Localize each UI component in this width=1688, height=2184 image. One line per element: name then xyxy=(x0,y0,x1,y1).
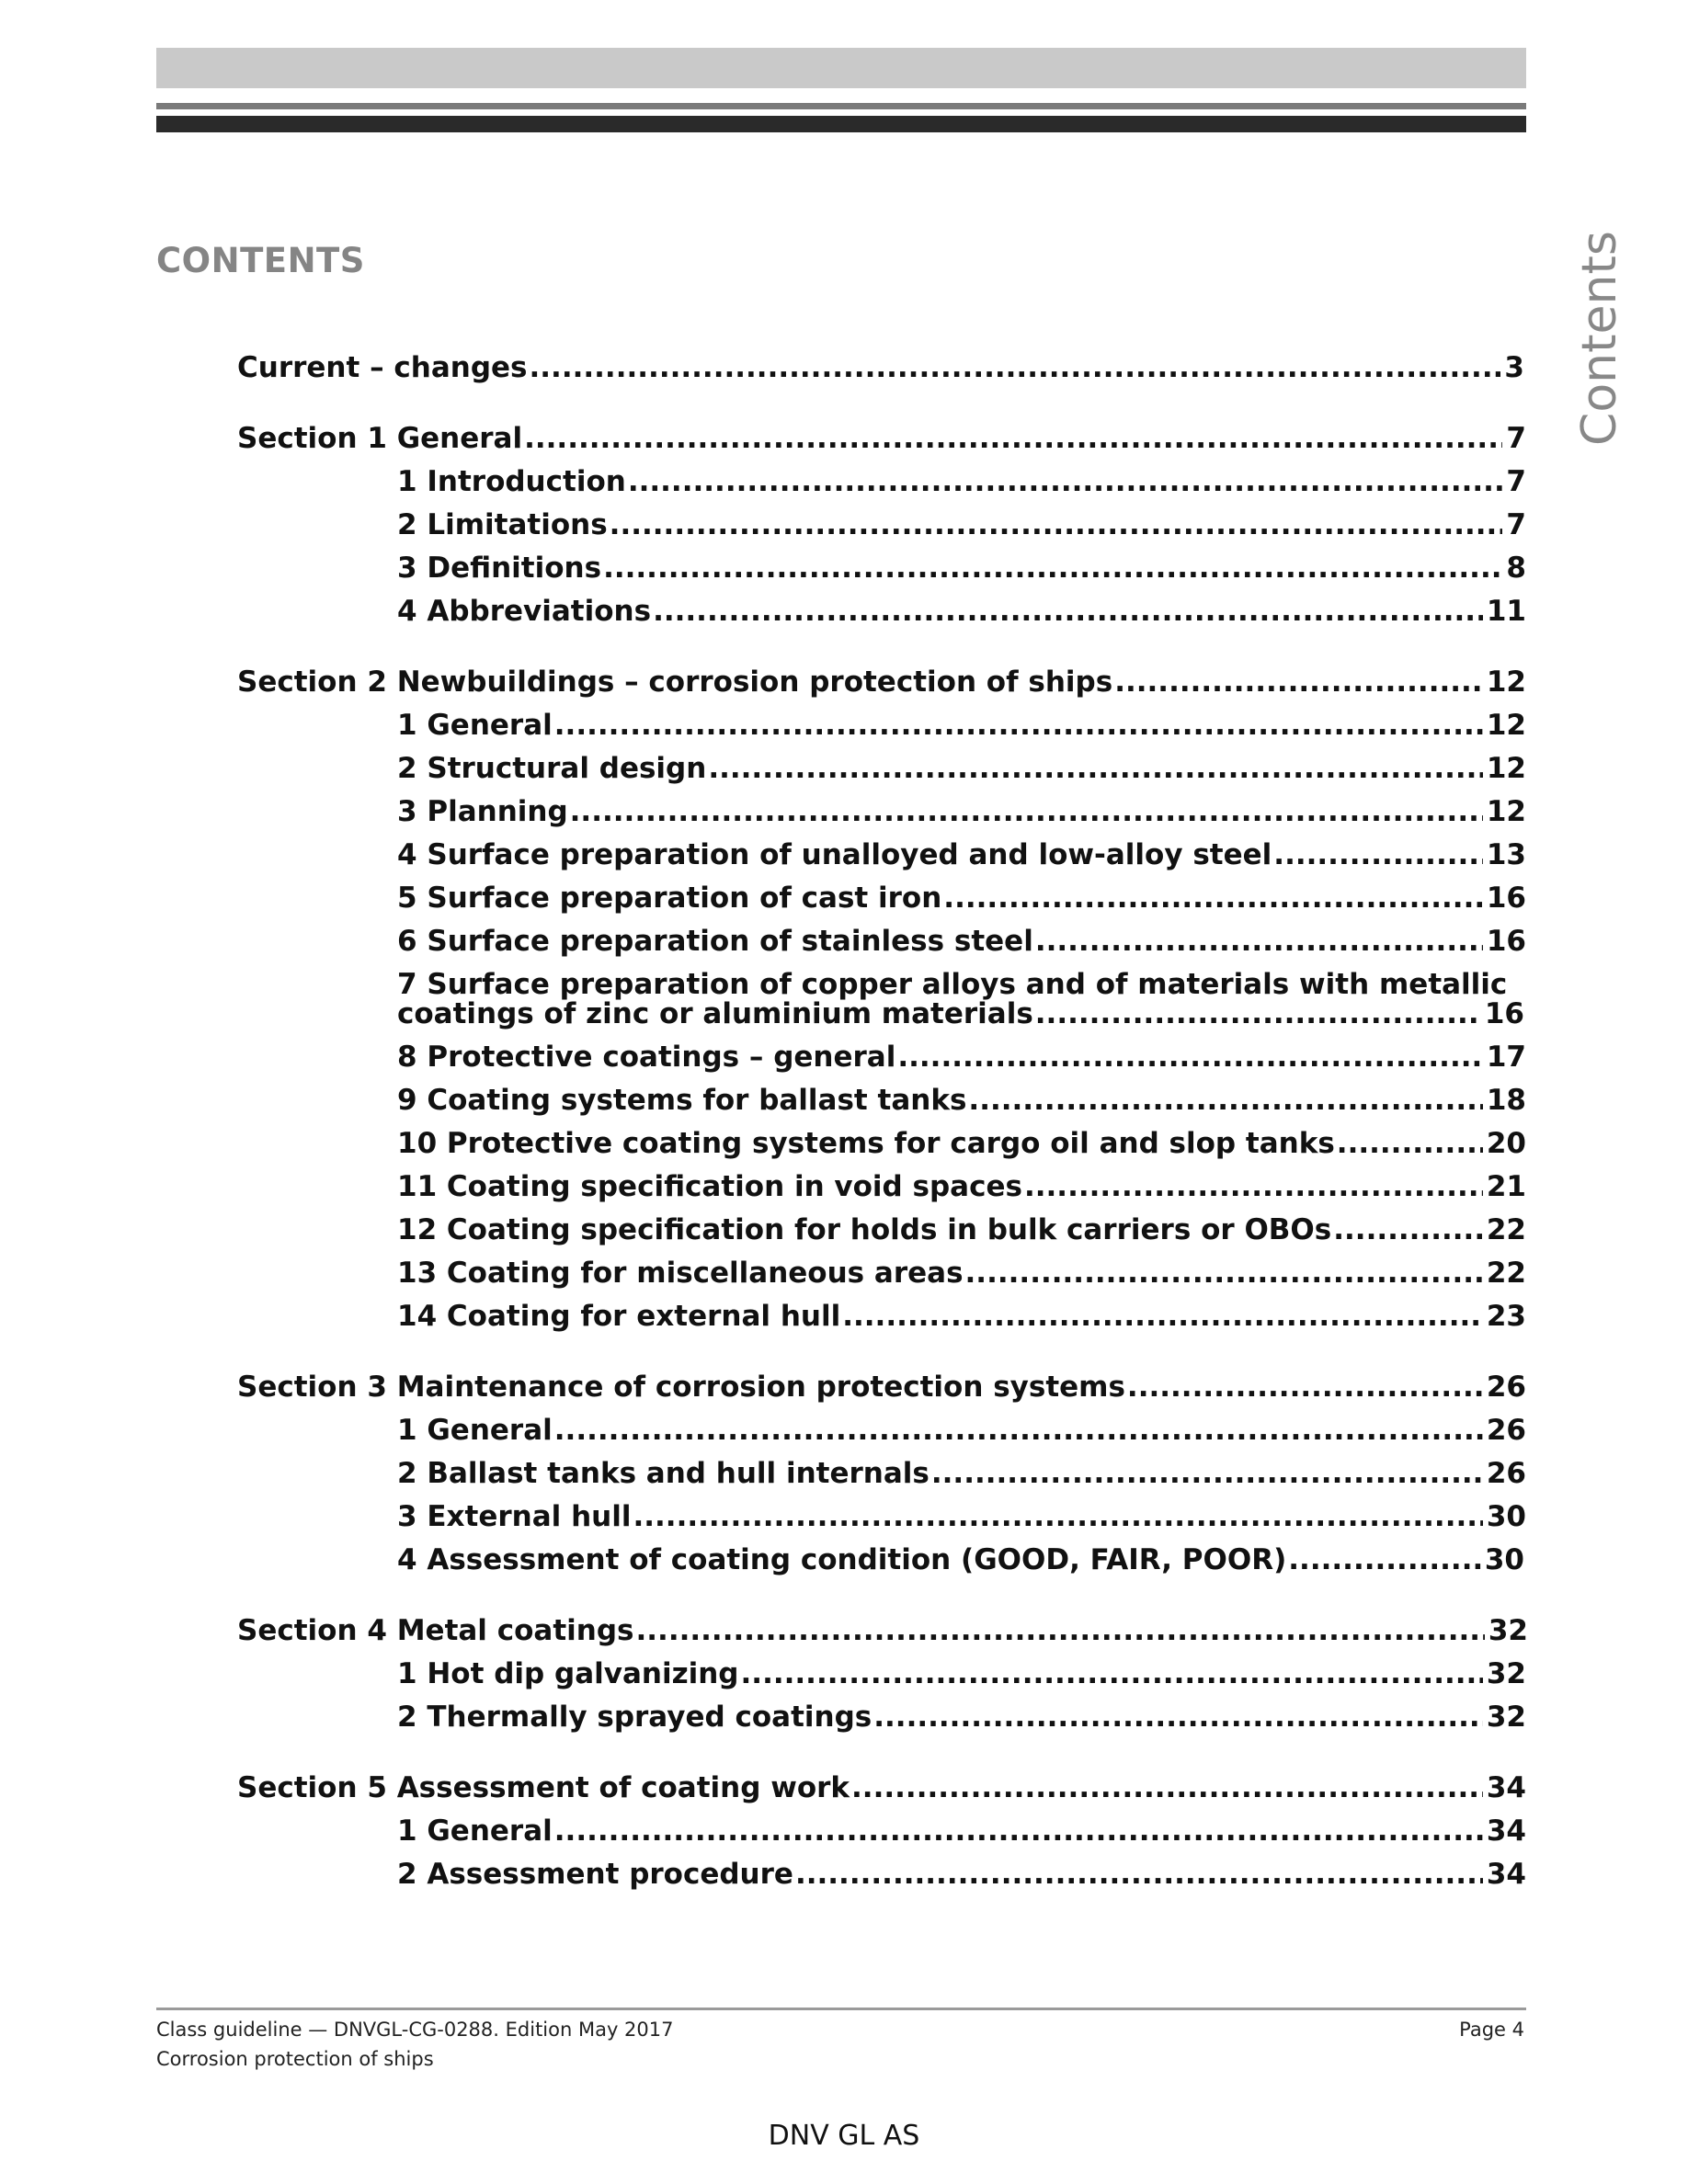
toc-leader-dots xyxy=(897,1039,1483,1075)
toc-section-2[interactable] xyxy=(237,664,1526,700)
header-rule-thin xyxy=(156,103,1526,109)
toc-entry-s2-miscellaneous-areas[interactable] xyxy=(397,1255,1526,1291)
toc-leader-dots xyxy=(554,1813,1483,1849)
toc-leader-dots xyxy=(628,463,1503,500)
toc-entry-page: 18 xyxy=(1486,1084,1526,1117)
toc-entry-s3-general[interactable] xyxy=(397,1412,1526,1449)
toc-entry-page: 26 xyxy=(1486,1414,1526,1447)
toc-section-page: 32 xyxy=(1488,1614,1528,1647)
toc-leader-dots xyxy=(1035,995,1481,1032)
toc-entry-page: 13 xyxy=(1486,838,1526,871)
toc-entry-title: 2 Assessment procedure xyxy=(397,1858,793,1891)
toc-leader-dots xyxy=(931,1455,1483,1492)
toc-entry-page: 12 xyxy=(1486,752,1526,785)
toc-entry-page: 32 xyxy=(1486,1657,1526,1690)
toc-entry-page: 11 xyxy=(1486,595,1526,628)
toc-entry-page: 30 xyxy=(1484,1543,1524,1576)
toc-entry-title: 10 Protective coating systems for cargo oil and slop tanks xyxy=(397,1127,1335,1160)
toc-entry-s2-structural-design[interactable] xyxy=(397,750,1526,787)
toc-leader-dots xyxy=(1273,836,1483,873)
toc-leader-dots xyxy=(633,1498,1482,1535)
toc-entry-title: 13 Coating for miscellaneous areas xyxy=(397,1257,964,1290)
toc-entry-title: 2 Structural design xyxy=(397,752,707,785)
toc-entry-s2-surface-prep-copper-line1: 7 Surface preparation of copper alloys and of materials with metallic xyxy=(397,968,1508,1001)
toc-entry-s2-cargo-oil-slop[interactable] xyxy=(397,1125,1526,1162)
toc-leader-dots xyxy=(943,880,1483,916)
toc-entry-s2-planning[interactable] xyxy=(397,793,1526,830)
toc-section-page: 34 xyxy=(1486,1771,1526,1804)
toc-entry-page: 12 xyxy=(1486,795,1526,828)
toc-leader-dots xyxy=(842,1298,1483,1335)
toc-leader-dots xyxy=(1127,1369,1483,1405)
toc-entry-s2-external-hull[interactable] xyxy=(397,1298,1526,1335)
toc-entry-page: 32 xyxy=(1486,1701,1526,1734)
toc-entry-s4-thermally-sprayed[interactable] xyxy=(397,1699,1526,1735)
page-title: CONTENTS xyxy=(156,241,365,280)
toc-leader-dots xyxy=(1024,1168,1483,1205)
toc-entry-page: 22 xyxy=(1486,1213,1526,1246)
toc-leader-dots xyxy=(741,1655,1483,1692)
toc-entry-s5-assessment-procedure[interactable] xyxy=(397,1856,1526,1893)
toc-leader-dots xyxy=(708,750,1483,787)
toc-entry-page: 16 xyxy=(1484,997,1524,1030)
toc-leader-dots xyxy=(653,593,1483,630)
toc-entry-title: 1 General xyxy=(397,709,553,742)
toc-entry-page: 34 xyxy=(1486,1814,1526,1848)
toc-section-title: Section 4 Metal coatings xyxy=(237,1614,634,1647)
toc-entry-page: 17 xyxy=(1486,1041,1526,1074)
toc-entry-title: 1 General xyxy=(397,1414,553,1447)
toc-entry-page: 30 xyxy=(1486,1500,1526,1533)
toc-entry-s2-surface-prep-cast-iron[interactable] xyxy=(397,880,1526,916)
toc-section-page: 12 xyxy=(1486,665,1526,699)
toc-leader-dots xyxy=(795,1856,1483,1893)
toc-entry-page: 23 xyxy=(1486,1300,1526,1333)
toc-leader-dots xyxy=(1114,664,1483,700)
toc-section-1[interactable] xyxy=(237,420,1526,457)
footer-page-number: Page 4 xyxy=(1459,2019,1524,2041)
toc-entry-s3-coating-condition[interactable] xyxy=(397,1541,1524,1578)
toc-entry-s3-ballast-hull-internals[interactable] xyxy=(397,1455,1526,1492)
toc-section-page: 7 xyxy=(1506,422,1526,455)
toc-entry-title: 2 Limitations xyxy=(397,508,608,541)
toc-entry-s1-abbreviations[interactable] xyxy=(397,593,1526,630)
toc-entry-page: 12 xyxy=(1486,709,1526,742)
toc-section-title: Section 2 Newbuildings – corrosion protection of ships xyxy=(237,665,1113,699)
toc-leader-dots xyxy=(1337,1125,1483,1162)
toc-entry-title: 2 Ballast tanks and hull internals xyxy=(397,1457,930,1490)
toc-entry-title: 1 Introduction xyxy=(397,465,626,498)
toc-entry-title: 11 Coating specification in void spaces xyxy=(397,1170,1022,1203)
toc-leader-dots xyxy=(603,550,1502,586)
toc-entry-title: 1 General xyxy=(397,1814,553,1848)
toc-section-title: Section 3 Maintenance of corrosion protection systems xyxy=(237,1371,1125,1404)
toc-entry-title: 5 Surface preparation of cast iron xyxy=(397,882,942,915)
toc-leader-dots xyxy=(873,1699,1483,1735)
toc-entry-s2-surface-prep-stainless[interactable] xyxy=(397,923,1526,960)
toc-entry-s2-protective-coatings-general[interactable] xyxy=(397,1039,1526,1075)
toc-entry-title: 14 Coating for external hull xyxy=(397,1300,841,1333)
toc-entry-s1-introduction[interactable] xyxy=(397,463,1526,500)
footer-rule xyxy=(156,2008,1526,2010)
toc-leader-dots xyxy=(965,1255,1483,1291)
toc-entry-s2-void-spaces[interactable] xyxy=(397,1168,1526,1205)
toc-entry-page: 16 xyxy=(1486,882,1526,915)
toc-section-page: 26 xyxy=(1486,1371,1526,1404)
toc-leader-dots xyxy=(570,793,1483,830)
toc-section-5[interactable] xyxy=(237,1769,1526,1806)
toc-entry-s2-surface-prep-copper[interactable] xyxy=(397,995,1524,1032)
toc-section-4[interactable] xyxy=(237,1612,1528,1649)
toc-entry-title: 3 External hull xyxy=(397,1500,632,1533)
toc-leader-dots xyxy=(554,1412,1483,1449)
toc-entry-s2-general[interactable] xyxy=(397,707,1526,744)
toc-entry-s3-external-hull[interactable] xyxy=(397,1498,1526,1535)
toc-entry-title: 12 Coating specification for holds in bulk carriers or OBOs xyxy=(397,1213,1332,1246)
toc-section-title: Section 1 General xyxy=(237,422,523,455)
toc-entry-title: 6 Surface preparation of stainless steel xyxy=(397,925,1033,958)
toc-leader-dots xyxy=(554,707,1483,744)
toc-entry-page: 22 xyxy=(1486,1257,1526,1290)
footer-document-line: Class guideline — DNVGL-CG-0288. Edition May 2017 xyxy=(156,2019,674,2041)
toc-entry-title: 3 Planning xyxy=(397,795,568,828)
toc-entry-s4-hot-dip-galvanizing[interactable] xyxy=(397,1655,1526,1692)
toc-entry-title: 3 Definitions xyxy=(397,552,602,585)
toc-leader-dots xyxy=(610,506,1503,543)
toc-entry-page: 21 xyxy=(1486,1170,1526,1203)
toc-leader-dots xyxy=(524,420,1502,457)
toc-leader-dots xyxy=(1035,923,1483,960)
toc-section-title: Section 5 Assessment of coating work xyxy=(237,1771,850,1804)
footer-organization: DNV GL AS xyxy=(768,2120,920,2152)
toc-entry-current-changes[interactable] xyxy=(237,349,1524,386)
side-tab-label: Contents xyxy=(1572,231,1627,446)
toc-leader-dots xyxy=(530,349,1501,386)
toc-entry-title: 4 Surface preparation of unalloyed and low-alloy steel xyxy=(397,838,1272,871)
toc-leader-dots xyxy=(1288,1541,1481,1578)
toc-entry-title: 2 Thermally sprayed coatings xyxy=(397,1701,873,1734)
toc-entry-title: Current – changes xyxy=(237,351,528,384)
header-rule-thick xyxy=(156,116,1526,132)
toc-leader-dots xyxy=(851,1769,1483,1806)
toc-entry-page: 20 xyxy=(1486,1127,1526,1160)
toc-entry-s5-general[interactable] xyxy=(397,1813,1526,1849)
toc-entry-s2-holds-bulk-carriers[interactable] xyxy=(397,1211,1526,1248)
toc-entry-title: 8 Protective coatings – general xyxy=(397,1041,896,1074)
toc-entry-page: 26 xyxy=(1486,1457,1526,1490)
toc-leader-dots xyxy=(1333,1211,1483,1248)
toc-entry-title: 4 Abbreviations xyxy=(397,595,652,628)
toc-entry-page: 3 xyxy=(1504,351,1524,384)
footer-subtitle: Corrosion protection of ships xyxy=(156,2048,434,2070)
toc-entry-page: 7 xyxy=(1506,508,1526,541)
toc-entry-s1-definitions[interactable] xyxy=(397,550,1526,586)
toc-entry-s2-ballast-tanks[interactable] xyxy=(397,1082,1526,1119)
toc-entry-title: 1 Hot dip galvanizing xyxy=(397,1657,739,1690)
toc-entry-title: coatings of zinc or aluminium materials xyxy=(397,997,1033,1030)
toc-entry-s2-surface-prep-steel[interactable] xyxy=(397,836,1526,873)
toc-entry-s1-limitations[interactable] xyxy=(397,506,1526,543)
toc-leader-dots xyxy=(968,1082,1482,1119)
toc-entry-title: 9 Coating systems for ballast tanks xyxy=(397,1084,967,1117)
toc-leader-dots xyxy=(635,1612,1484,1649)
header-bar-light xyxy=(156,48,1526,88)
toc-section-3[interactable] xyxy=(237,1369,1526,1405)
toc-entry-page: 34 xyxy=(1486,1858,1526,1891)
toc-entry-title: 4 Assessment of coating condition (GOOD, FAIR, POOR) xyxy=(397,1543,1287,1576)
toc-entry-page: 8 xyxy=(1506,552,1526,585)
toc-entry-page: 7 xyxy=(1506,465,1526,498)
toc-entry-page: 16 xyxy=(1486,925,1526,958)
